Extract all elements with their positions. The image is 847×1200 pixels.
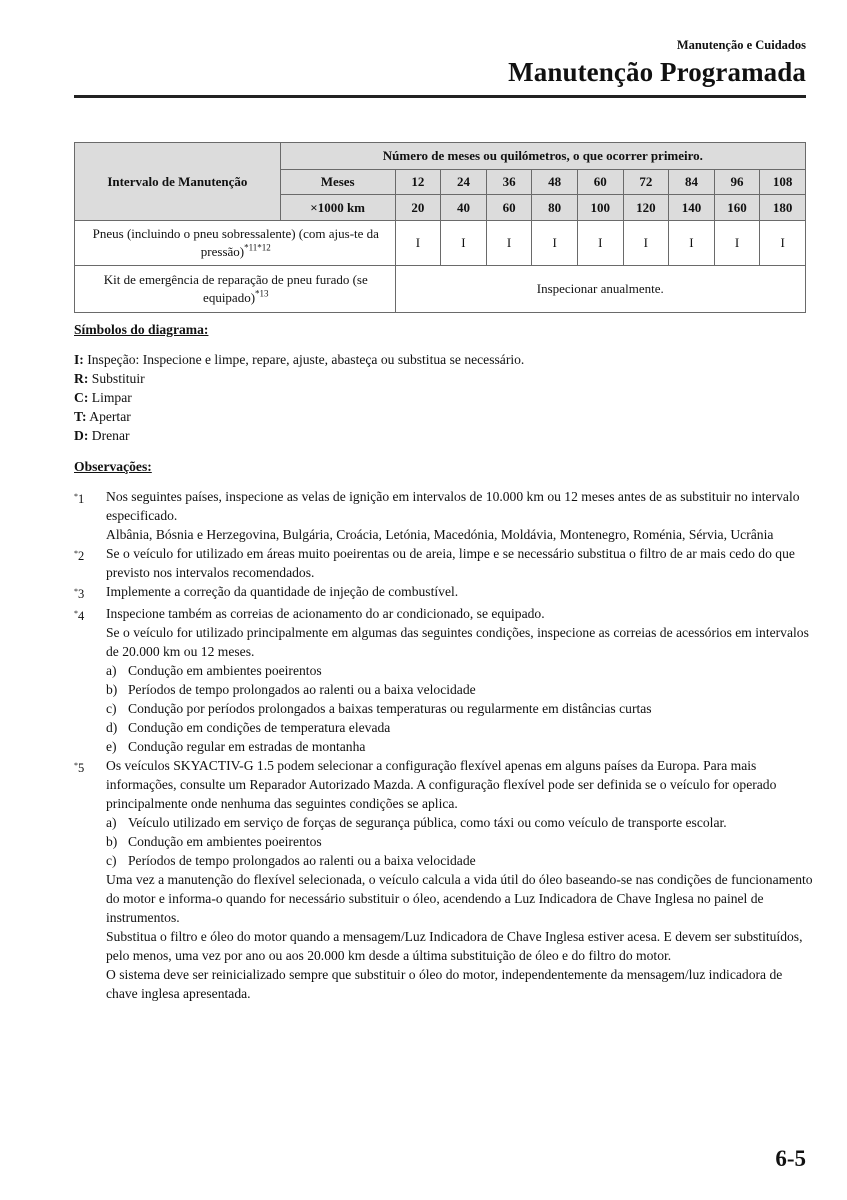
symbol-text: Apertar bbox=[89, 409, 131, 424]
note-mark: *1 bbox=[74, 492, 85, 506]
note-paragraph: Implemente a correção da quantidade de injeção de combustível. bbox=[106, 584, 459, 599]
month-cell: 12 bbox=[395, 170, 441, 195]
note-4 bbox=[74, 604, 814, 756]
symbol-key: C: bbox=[74, 390, 89, 405]
note-2 bbox=[74, 544, 814, 582]
symbols-heading: Símbolos do diagrama: bbox=[74, 322, 209, 337]
month-cell: 72 bbox=[623, 170, 669, 195]
section-title: Manutenção Programada bbox=[508, 57, 806, 87]
km-cell: 180 bbox=[760, 195, 806, 221]
months-label: Meses bbox=[280, 170, 395, 195]
table-row bbox=[75, 266, 806, 313]
table-cell: I bbox=[395, 221, 441, 266]
note-body bbox=[106, 487, 814, 544]
interval-header: Intervalo de Manutenção bbox=[75, 143, 281, 221]
list-item: e) Condução regular em estradas de montanha bbox=[106, 739, 366, 754]
header-rule bbox=[74, 95, 806, 98]
table-cell: I bbox=[441, 221, 487, 266]
note-paragraph: Se o veículo for utilizado principalmente em algumas das seguintes condições, inspecione as correias de acessórios em intervalos de 20.000 km ou 12 meses. bbox=[106, 625, 809, 659]
note-mark: *4 bbox=[74, 609, 85, 623]
symbol-key: D: bbox=[74, 428, 89, 443]
merged-cell: Inspecionar anualmente. bbox=[395, 266, 805, 313]
symbol-key: R: bbox=[74, 371, 89, 386]
row-footnote: *13 bbox=[255, 288, 269, 299]
symbol-item bbox=[74, 369, 814, 388]
note-mark: *3 bbox=[74, 587, 85, 601]
note-paragraph: Nos seguintes países, inspecione as velas de ignição em intervalos de 10.000 km ou 12 meses antes de as substituir no intervalo especificado. bbox=[106, 489, 800, 523]
month-cell: 108 bbox=[760, 170, 806, 195]
note-body bbox=[106, 582, 814, 604]
symbols-list bbox=[74, 350, 814, 445]
km-cell: 20 bbox=[395, 195, 441, 221]
symbol-item bbox=[74, 426, 814, 445]
symbol-text: Inspeção: Inspecione e limpe, repare, ajuste, abasteça ou substitua se necessário. bbox=[87, 352, 525, 367]
km-cell: 80 bbox=[532, 195, 578, 221]
km-cell: 160 bbox=[714, 195, 760, 221]
symbol-item bbox=[74, 388, 814, 407]
row-label-text: Pneus (incluindo o pneu sobressalente) (com ajus-te da pressão) bbox=[92, 226, 379, 259]
note-paragraph: Uma vez a manutenção do flexível selecionada, o veículo calcula a vida útil do óleo baseando-se nas condições de funcionamento do motor e informa-o quando for necessário substituir o óleo, acendendo a Luz Indicadora de Chave Inglesa no painel de instrumentos. bbox=[106, 872, 813, 925]
list-item: d) Condução em condições de temperatura elevada bbox=[106, 720, 391, 735]
table-row bbox=[75, 221, 806, 266]
note-5 bbox=[74, 756, 814, 1003]
note-mark: *5 bbox=[74, 761, 85, 775]
km-cell: 100 bbox=[577, 195, 623, 221]
maintenance-schedule-table bbox=[74, 142, 806, 313]
symbol-key: I: bbox=[74, 352, 84, 367]
month-cell: 96 bbox=[714, 170, 760, 195]
km-label: ×1000 km bbox=[280, 195, 395, 221]
note-mark: *2 bbox=[74, 549, 85, 563]
page-number: 6-5 bbox=[775, 1146, 806, 1171]
km-cell: 60 bbox=[486, 195, 532, 221]
note-paragraph: Substitua o filtro e óleo do motor quando a mensagem/Luz Indicadora de Chave Inglesa estiver acesa. E devem ser substituídos, pelo menos, uma vez por ano ou aos 20.000 km desde a última substituição de óleo e do filtro do motor. bbox=[106, 929, 803, 963]
table-cell: I bbox=[714, 221, 760, 266]
symbol-text: Substituir bbox=[91, 371, 145, 386]
list-item: a) Veículo utilizado em serviço de forças de segurança pública, como táxi ou como veículo de transporte escolar. bbox=[106, 815, 727, 830]
month-cell: 24 bbox=[441, 170, 487, 195]
km-cell: 40 bbox=[441, 195, 487, 221]
top-header: Número de meses ou quilómetros, o que ocorrer primeiro. bbox=[280, 143, 805, 170]
row-label-text: Kit de emergência de reparação de pneu furado (se equipado) bbox=[103, 272, 368, 305]
table-header-row bbox=[75, 143, 806, 170]
condition-list bbox=[106, 661, 814, 756]
symbol-text: Drenar bbox=[91, 428, 130, 443]
table-cell: I bbox=[760, 221, 806, 266]
month-cell: 36 bbox=[486, 170, 532, 195]
row-label bbox=[75, 221, 396, 266]
month-cell: 48 bbox=[532, 170, 578, 195]
symbol-item bbox=[74, 350, 814, 369]
month-cell: 60 bbox=[577, 170, 623, 195]
note-paragraph: Inspecione também as correias de acionamento do ar condicionado, se equipado. bbox=[106, 606, 545, 621]
list-item: a) Condução em ambientes poeirentos bbox=[106, 663, 322, 678]
note-paragraph: Se o veículo for utilizado em áreas muito poeirentas ou de areia, limpe e se necessário substitua o filtro de ar mais cedo do que previsto nos intervalos recomendados. bbox=[106, 546, 795, 580]
km-cell: 120 bbox=[623, 195, 669, 221]
list-item: b) Condução em ambientes poeirentos bbox=[106, 834, 322, 849]
note-1 bbox=[74, 487, 814, 544]
symbol-text: Limpar bbox=[91, 390, 132, 405]
list-item: c) Períodos de tempo prolongados ao ralenti ou a baixa velocidade bbox=[106, 853, 476, 868]
row-footnote: *11*12 bbox=[244, 242, 271, 253]
month-cell: 84 bbox=[669, 170, 715, 195]
condition-list bbox=[106, 813, 814, 870]
note-body bbox=[106, 756, 814, 1003]
content bbox=[74, 320, 814, 1003]
table-cell: I bbox=[669, 221, 715, 266]
note-paragraph: O sistema deve ser reinicializado sempre que substituir o óleo do motor, independentemente da mensagem/luz indicadora de chave inglesa apresentada. bbox=[106, 967, 783, 1001]
km-cell: 140 bbox=[669, 195, 715, 221]
symbol-key: T: bbox=[74, 409, 87, 424]
note-paragraph: Os veículos SKYACTIV-G 1.5 podem selecionar a configuração flexível apenas em alguns países da Europa. Para mais informações, consulte um Reparador Autorizado Mazda. A configuração flexível pode ser definida se o veículo for operado principalmente onde nenhuma das seguintes condições se aplica. bbox=[106, 758, 777, 811]
note-body bbox=[106, 544, 814, 582]
running-head: Manutenção e Cuidados bbox=[676, 38, 806, 52]
note-paragraph: Albânia, Bósnia e Herzegovina, Bulgária, Croácia, Letónia, Macedónia, Moldávia, Montenegro, Roménia, Sérvia, Ucrânia bbox=[106, 527, 774, 542]
table-cell: I bbox=[623, 221, 669, 266]
list-item: b) Períodos de tempo prolongados ao ralenti ou a baixa velocidade bbox=[106, 682, 476, 697]
row-label bbox=[75, 266, 396, 313]
note-body bbox=[106, 604, 814, 756]
observations-heading: Observações: bbox=[74, 459, 152, 474]
symbol-item bbox=[74, 407, 814, 426]
list-item: c) Condução por períodos prolongados a baixas temperaturas ou regularmente em distâncias curtas bbox=[106, 701, 652, 716]
table-cell: I bbox=[577, 221, 623, 266]
note-3 bbox=[74, 582, 814, 604]
table-cell: I bbox=[486, 221, 532, 266]
table-cell: I bbox=[532, 221, 578, 266]
